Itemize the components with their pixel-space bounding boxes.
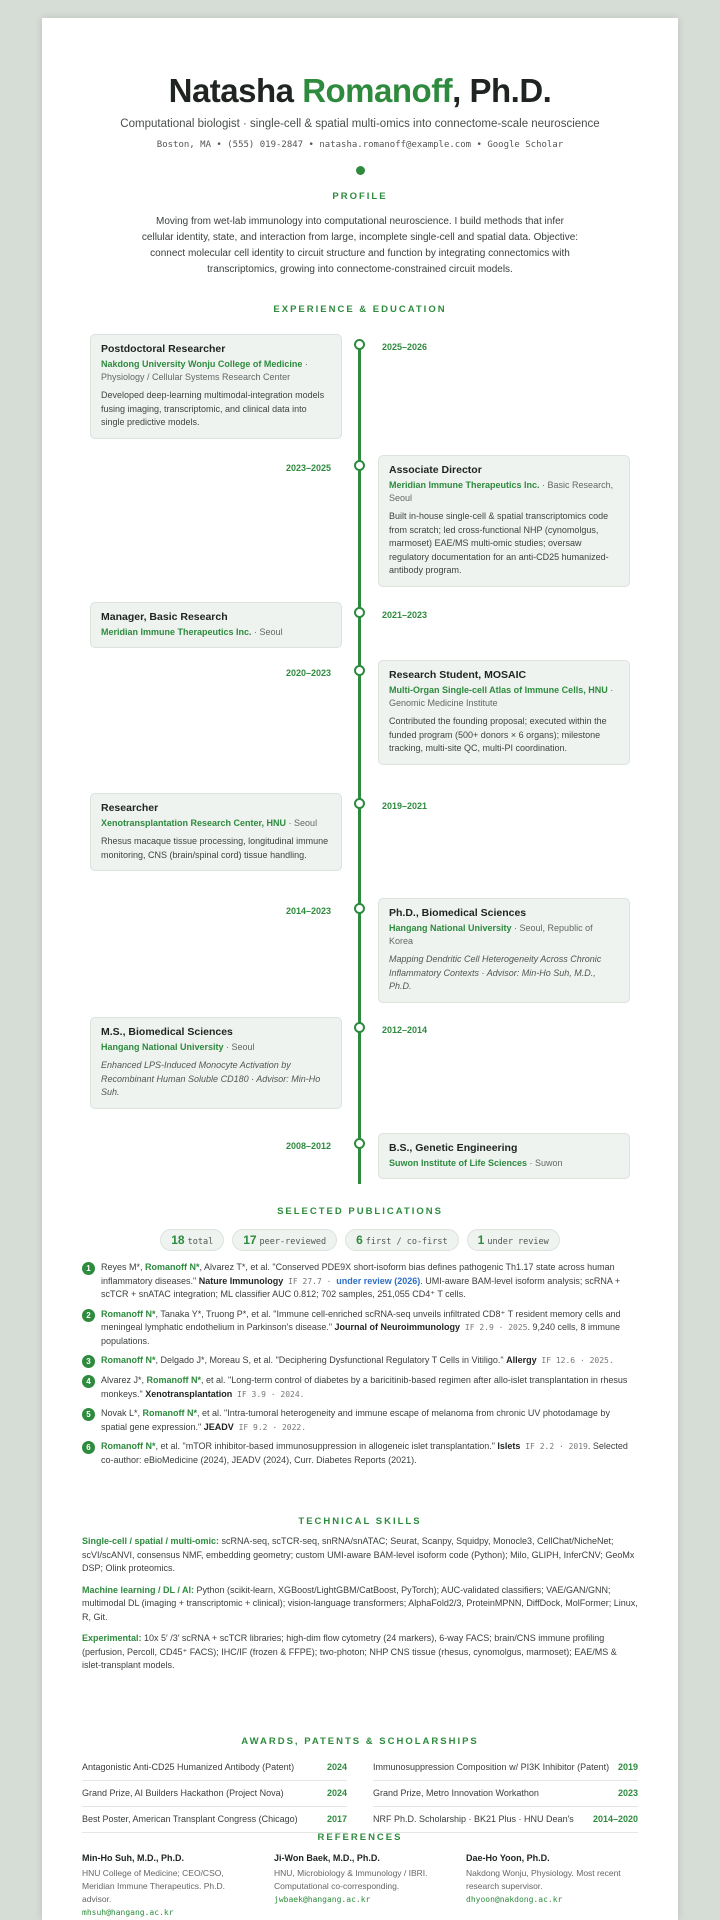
author-highlight: Romanoff N* [146,1375,202,1385]
entry-description: Built in-house single-cell & spatial transcriptomics code from scratch; led cross-functional NHP (cynomolgus, marmoset) EAE/MS multi-omic studies; oversaw regulatory documentation for an anti-CD25 humanized-antibody program. [389,511,609,575]
skills-section [82,1516,638,1673]
reference-description: Nakdong Wonju, Physiology. Most recent research supervisor. [466,1868,621,1891]
subtitle: Computational biologist · single-cell & spatial multi-omics into connectome-scale neuroscience [120,118,600,130]
citation: , Alvarez T*, et al. "Conserved PDE9X short-isoform bias defines pathogenic Th1.17 state across human inflammatory diseases." [101,1262,615,1286]
publications-section [42,1206,678,1473]
org-name: Nakdong University Wonju College of Medicine [101,359,303,369]
entry-description: Developed deep-learning multimodal-integration models fusing imaging, transcriptomic, and clinical data into single predictive models. [101,390,325,427]
award-year: 2017 [326,1814,347,1824]
skill-list: scRNA-seq, scTCR-seq, snRNA/snATAC; Seurat, Scanpy, Squidpy, Monocle3, CellChat/NicheNet; scVI/scANVI, consensus NMF, embedding geometry; custom UMI-aware BAM-level isoform code (Python); Milo, GLIPH, InferCNV; GeoMx DSP; Olink proteomics. [82,1536,635,1573]
award-name: Grand Prize, Metro Innovation Workathon [373,1788,539,1798]
author-highlight: Romanoff N* [101,1441,156,1451]
entry-description: Rhesus macaque tissue processing, longitudinal immune monitoring, CNS (brain/spinal cord) tissue handling. [101,836,329,860]
award-year: 2014–2020 [592,1814,638,1824]
reference-email-link[interactable]: dhyoon@nakdong.ac.kr [466,1895,563,1904]
timeline-node [354,665,365,676]
journal: Nature Immunology [198,1275,284,1286]
entry-date: 2014–2023 [286,906,332,916]
org-name: Xenotransplantation Research Center, HNU [101,818,287,828]
skill-group [82,1632,638,1673]
reference-description: HNU College of Medicine; CEO/CSO, Meridian Immune Therapeutics. Ph.D. advisor. [82,1868,225,1904]
publication-number: 3 [82,1355,95,1368]
org-name: Suwon Institute of Life Sciences [389,1158,528,1168]
citation: , et al. "Intra-tumoral heterogeneity and immune escape of melanoma from chronic UV photodamage by spatial gene expression." [101,1408,610,1432]
org-location: · Basic Research, Seoul [389,480,614,503]
org-name: Multi-Organ Single-cell Atlas of Immune Cells, HNU [389,685,608,695]
entry-org [101,1041,331,1054]
publication-item [82,1354,630,1368]
stat-label: total [187,1237,214,1247]
entry-title: Associate Director [389,464,482,476]
publication-note: . Selected co-author: eBioMedicine (2024), JEADV (2024), Curr. Diabetes Reports (2021). [101,1441,628,1465]
references-title: REFERENCES [317,1832,403,1843]
publications-title: SELECTED PUBLICATIONS [277,1206,443,1217]
org-location: · Seoul [286,818,318,828]
publication-text [101,1374,630,1401]
publication-note: . UMI-aware BAM-level isoform analysis; scRNA + scTCR + snATAC integration; ML classifier AUC 0.812; 702 samples, 251,055 CD4⁺ T cells. [101,1275,621,1299]
author-highlight: Romanoff N* [145,1262,200,1272]
publication-text [101,1261,630,1302]
publication-item [82,1440,630,1467]
journal: Islets [497,1441,521,1451]
entry-date: 2012–2014 [382,1025,428,1035]
publication-text [101,1354,614,1368]
contact-line: Boston, MA • (555) 019-2847 • natasha.romanoff@example.com • Google Scholar [156,140,564,150]
org-name: Meridian Immune Therapeutics Inc. [389,480,540,490]
publication-item [82,1308,630,1349]
publication-text [101,1308,630,1349]
awards-grid [82,1755,638,1833]
org-location: · Suwon [527,1158,563,1168]
award-name: Immunosuppression Composition w/ PI3K Inhibitor (Patent) [373,1762,610,1772]
publication-item [82,1374,630,1401]
entry-org [101,626,331,639]
last-name: Romanoff [302,72,453,109]
citation: , et al. "Long-term control of diabetes by a baricitinib-based regimen after allo-islet transplantation in rhesus monkeys." [101,1375,628,1399]
journal-meta: IF 3.9 · 2024. [232,1389,305,1399]
entry-description: Mapping Dendritic Cell Heterogeneity Across Chronic Inflammatory Contexts · Advisor: Min-Ho Suh, M.D., Ph.D. [389,954,602,991]
entry-date: 2020–2023 [286,668,332,678]
award-item [373,1755,638,1781]
timeline-node [354,1138,365,1149]
timeline-node [354,339,365,350]
entry-date: 2019–2021 [382,801,428,811]
org-location: · Seoul [251,627,283,637]
journal: Journal of Neuroimmunology [334,1322,461,1332]
authors-before: Novak L*, [101,1408,143,1418]
reference-item [82,1853,254,1917]
profile-section [42,191,678,278]
entry-org [101,358,331,384]
skill-category: Single-cell / spatial / multi-omic: [82,1536,220,1546]
skills-title: TECHNICAL SKILLS [298,1516,422,1527]
authors-before: Reyes M*, [101,1262,146,1272]
stat-pill [160,1229,224,1251]
author-highlight: Romanoff N* [101,1355,156,1365]
award-item [82,1755,347,1781]
citation: , Tanaka Y*, Truong P*, et al. "Immune cell-enriched scRNA-seq unveils infiltrated CD8⁺ T resident memory cells and meningeal lymphatic endothelium in Parkinson's disease." [101,1308,621,1332]
entry-org [389,479,619,505]
entry-title: B.S., Genetic Engineering [389,1142,518,1154]
award-item [82,1807,347,1833]
stat-number: 17 [243,1233,257,1247]
publication-text [101,1407,630,1434]
entry-title: Research Student, MOSAIC [389,669,527,681]
publication-number: 2 [82,1309,95,1322]
award-name: NRF Ph.D. Scholarship · BK21 Plus · HNU Dean's [373,1814,574,1824]
journal: JEADV [203,1421,234,1432]
entry-date: 2025–2026 [382,342,428,352]
award-year: 2023 [617,1788,638,1798]
resume-page [42,18,678,1920]
experience-card [378,1133,630,1179]
reference-name: Min-Ho Suh, M.D., Ph.D. [82,1853,184,1863]
timeline-node [354,607,365,618]
name-suffix: , Ph.D. [452,72,552,109]
skill-list: 10x 5′ /3′ scRNA + scTCR libraries; high-dim flow cytometry (24 markers), 6-way FACS; brain/CNS immune profiling (perfusion, Percoll, CD45⁺ FACS); IHC/IF (frozen & FFPE); two-photon; NHP CNS tissue (rhesus, cynomolgus, marmoset); EAE/MS & islet-transplant models. [82,1633,617,1670]
award-year: 2024 [326,1788,347,1798]
publication-number: 6 [82,1441,95,1454]
timeline-node [354,460,365,471]
journal-meta: IF 12.6 · 2025. [536,1356,614,1365]
entry-date: 2021–2023 [382,610,428,620]
skill-list: Python (scikit-learn, XGBoost/LightGBM/CatBoost, PyTorch); AUC-validated classifiers; VAE/GAN/GNN; multimodal DL (imaging + transcriptomic + clinical); vision-language transformers; AlphaFold2/3, ProteinMPNN, DiffDock, MolFormer; Linux, R, Git. [82,1584,638,1622]
publication-list [82,1261,630,1467]
divider-dot [356,166,365,175]
entry-date: 2023–2025 [286,463,332,473]
entry-title: Ph.D., Biomedical Sciences [389,907,527,919]
award-name: Antagonistic Anti-CD25 Humanized Antibody (Patent) [82,1762,295,1772]
publication-number: 5 [82,1408,95,1421]
experience-card [378,898,630,1003]
header [42,18,678,175]
journal: Allergy [506,1355,537,1365]
entry-org [101,817,331,830]
stat-number: 18 [171,1233,185,1247]
publication-text [101,1440,630,1467]
entry-org [389,1157,619,1170]
profile-text: Moving from wet-lab immunology into computational neuroscience. I build methods that infer cellular identity, state, and interaction from large, incomplete single-cell and spatial data. Objective: connect molecular cell identity to circuit structure and function by integrating connectomics with transcriptomics, growing into connectome-constrained circuit models. [141,216,579,275]
journal-meta: IF 2.9 · 2025 [460,1323,528,1332]
award-year: 2024 [326,1762,347,1772]
citation: , et al. "mTOR inhibitor-based immunosuppression in allogeneic islet transplantation." [155,1441,498,1451]
reference-email-link[interactable]: jwbaek@hangang.ac.kr [274,1895,371,1904]
entry-title: Researcher [101,802,159,814]
publication-number: 4 [82,1375,95,1388]
references-section [82,1832,638,1917]
award-name: Grand Prize, AI Builders Hackathon (Project Nova) [82,1788,284,1798]
reference-name: Ji-Won Baek, M.D., Ph.D. [274,1853,380,1863]
entry-title: Manager, Basic Research [101,611,228,623]
experience-card [90,1017,342,1109]
publication-item [82,1261,630,1302]
timeline-node [354,798,365,809]
citation: , Delgado J*, Moreau S, et al. "Deciphering Dysfunctional Regulatory T Cells in Vitiligo." [155,1355,507,1365]
entry-title: Postdoctoral Researcher [101,343,226,355]
skill-group [82,1584,638,1625]
stat-pill [345,1229,459,1251]
stat-label: peer-reviewed [259,1237,327,1247]
stat-number: 6 [356,1233,363,1247]
awards-title: AWARDS, PATENTS & SCHOLARSHIPS [241,1736,479,1747]
experience-timeline [42,328,678,1188]
publication-note: . 9,240 cells, 8 immune populations. [101,1322,621,1346]
experience-card [90,334,342,439]
org-location: · Seoul, Republic of Korea [389,923,593,946]
publication-number: 1 [82,1262,95,1275]
award-item [373,1781,638,1807]
author-highlight: Romanoff N* [101,1308,156,1319]
reference-email-link[interactable]: mhsuh@hangang.ac.kr [82,1908,174,1917]
entry-description: Contributed the founding proposal; executed within the funded program (500+ donors × 6 organs); milestone tracking, multi-site QC, multi-PI coordination. [389,716,607,753]
org-location: · Physiology / Cellular Systems Research Center [101,359,308,382]
authors-before: Alvarez J*, [101,1375,147,1385]
award-year: 2019 [617,1762,638,1772]
journal: Xenotransplantation [145,1388,233,1399]
award-name: Best Poster, American Transplant Congress (Chicago) [82,1814,298,1824]
review-status: under review (2026) [336,1275,421,1286]
author-highlight: Romanoff N* [142,1408,198,1418]
journal-meta: IF 27.7 · [283,1276,337,1286]
entry-description: Enhanced LPS-Induced Monocyte Activation by Recombinant Human Soluble CD180 · Advisor: Min-Ho Suh. [101,1060,321,1097]
stat-label: under review [487,1237,549,1247]
journal-meta: IF 2.2 · 2019 [520,1442,588,1451]
reference-description: HNU, Microbiology & Immunology / IBRI. Computational co-corresponding. [274,1868,428,1891]
org-name: Hangang National University [101,1042,224,1052]
reference-name: Dae-Ho Yoon, Ph.D. [466,1853,550,1863]
references-grid [82,1853,638,1917]
entry-org [389,684,619,710]
org-name: Meridian Immune Therapeutics Inc. [101,627,252,637]
experience-card [90,793,342,871]
name-heading [42,72,678,110]
experience-title: EXPERIENCE & EDUCATION [273,304,447,315]
org-name: Hangang National University [389,923,512,933]
awards-section [82,1736,638,1833]
entry-title: M.S., Biomedical Sciences [101,1026,233,1038]
first-name: Natasha [168,72,294,109]
stat-pill [232,1229,337,1251]
experience-card [378,660,630,765]
skill-group [82,1535,638,1576]
publication-stats [42,1229,678,1251]
reference-item [466,1853,638,1917]
org-location: · Seoul [223,1042,255,1052]
entry-date: 2008–2012 [286,1141,332,1151]
stat-number: 1 [477,1233,485,1247]
skill-category: Experimental: [82,1633,142,1643]
stat-pill [467,1229,560,1251]
entry-org [389,922,619,948]
award-item [373,1807,638,1833]
skill-category: Machine learning / DL / AI: [82,1584,195,1595]
journal-meta: IF 9.2 · 2022. [233,1422,307,1432]
publication-item [82,1407,630,1434]
award-item [82,1781,347,1807]
reference-item [274,1853,446,1917]
profile-title: PROFILE [332,191,388,202]
experience-card [378,455,630,587]
org-location: · Genomic Medicine Institute [389,685,614,708]
timeline-node [354,903,365,914]
timeline-node [354,1022,365,1033]
experience-card [90,602,342,648]
stat-label: first / co-first [365,1237,448,1247]
